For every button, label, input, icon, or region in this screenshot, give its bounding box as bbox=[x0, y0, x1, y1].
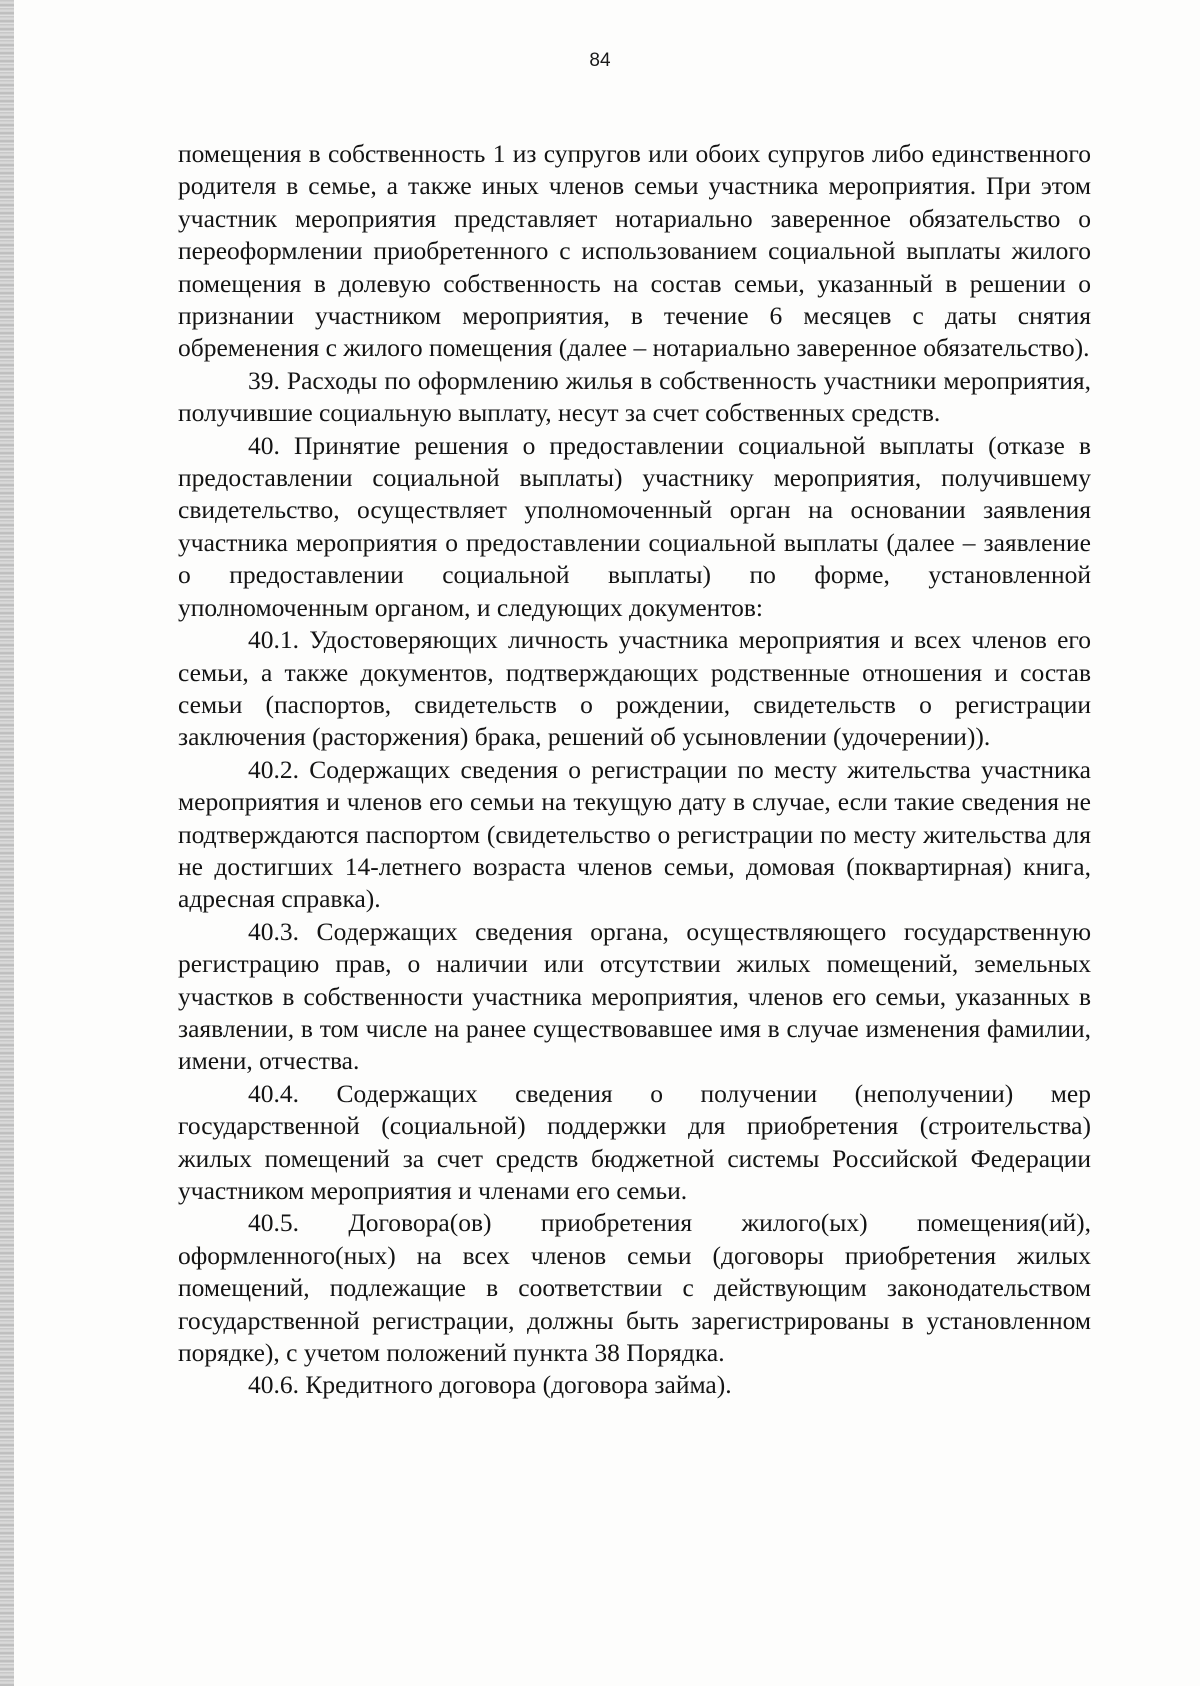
document-body bbox=[178, 138, 1091, 1402]
paragraph-40-2: 40.2. Содержащих сведения о регистрации по месту жительства участника мероприятия и членов его семьи на текущую дату в случае, если такие сведения не подтверждаются паспортом (свидетельство о регистрации по месту жительства для не достигших 14-летнего возраста членов семьи, домовая (поквартирная) книга, адресная справка). bbox=[178, 754, 1091, 914]
paragraph-40-1: 40.1. Удостоверяющих личность участника мероприятия и всех членов его семьи, а также документов, подтверждающих родственные отношения и состав семьи (паспортов, свидетельств о рождении, свидетельств о регистрации заключения (расторжения) брака, решений об усыновлении (удочерении)). bbox=[178, 625, 1091, 752]
paragraph-38-continuation: помещения в собственность 1 из супругов или обоих супругов либо единственного родителя в семье, а также иных членов семьи участника мероприятия. При этом участник мероприятия представляет нотариально заверенное обязательство о переоформлении приобретенного с использованием социальной выплаты жилого помещения в долевую собственность на состав семьи, указанный в решении о признании участником мероприятия, в течение 6 месяцев с даты снятия обременения с жилого помещения (далее – нотариально заверенное обязательство). bbox=[178, 139, 1091, 363]
scan-edge bbox=[0, 0, 14, 1686]
paragraph-40-5: 40.5. Договора(ов) приобретения жилого(ых) помещения(ий), оформленного(ных) на всех членов семьи (договоры приобретения жилых помещений, подлежащие в соответствии с действующим законодательством государственной регистрации, должны быть зарегистрированы в установленном порядке), с учетом положений пункта 38 Порядка. bbox=[178, 1208, 1091, 1368]
paragraph-40: 40. Принятие решения о предоставлении социальной выплаты (отказе в предоставлении социальной выплаты) участнику мероприятия, получившему свидетельство, осуществляет уполномоченный орган на основании заявления участника мероприятия о предоставлении социальной выплаты (далее – заявление о предоставлении социальной выплаты) по форме, установленной уполномоченным органом, и следующих документов: bbox=[178, 430, 1091, 622]
paragraph-39: 39. Расходы по оформлению жилья в собственность участники мероприятия, получившие социальную выплату, несут за счет собственных средств. bbox=[178, 365, 1091, 428]
paragraph-40-4: 40.4. Содержащих сведения о получении (неполучении) мер государственной (социальной) поддержки для приобретения (строительства) жилых помещений за счет средств бюджетной системы Российской Федерации участником мероприятия и членами его семьи. bbox=[178, 1078, 1091, 1205]
paragraph-40-3: 40.3. Содержащих сведения органа, осуществляющего государственную регистрацию прав, о наличии или отсутствии жилых помещений, земельных участков в собственности участника мероприятия, членов его семьи, указанных в заявлении, в том числе на ранее существовавшее имя в случае изменения фамилии, имени, отчества. bbox=[178, 916, 1091, 1076]
paragraph-40-6: 40.6. Кредитного договора (договора займа). bbox=[248, 1370, 732, 1400]
page-number: 84 bbox=[589, 50, 611, 71]
